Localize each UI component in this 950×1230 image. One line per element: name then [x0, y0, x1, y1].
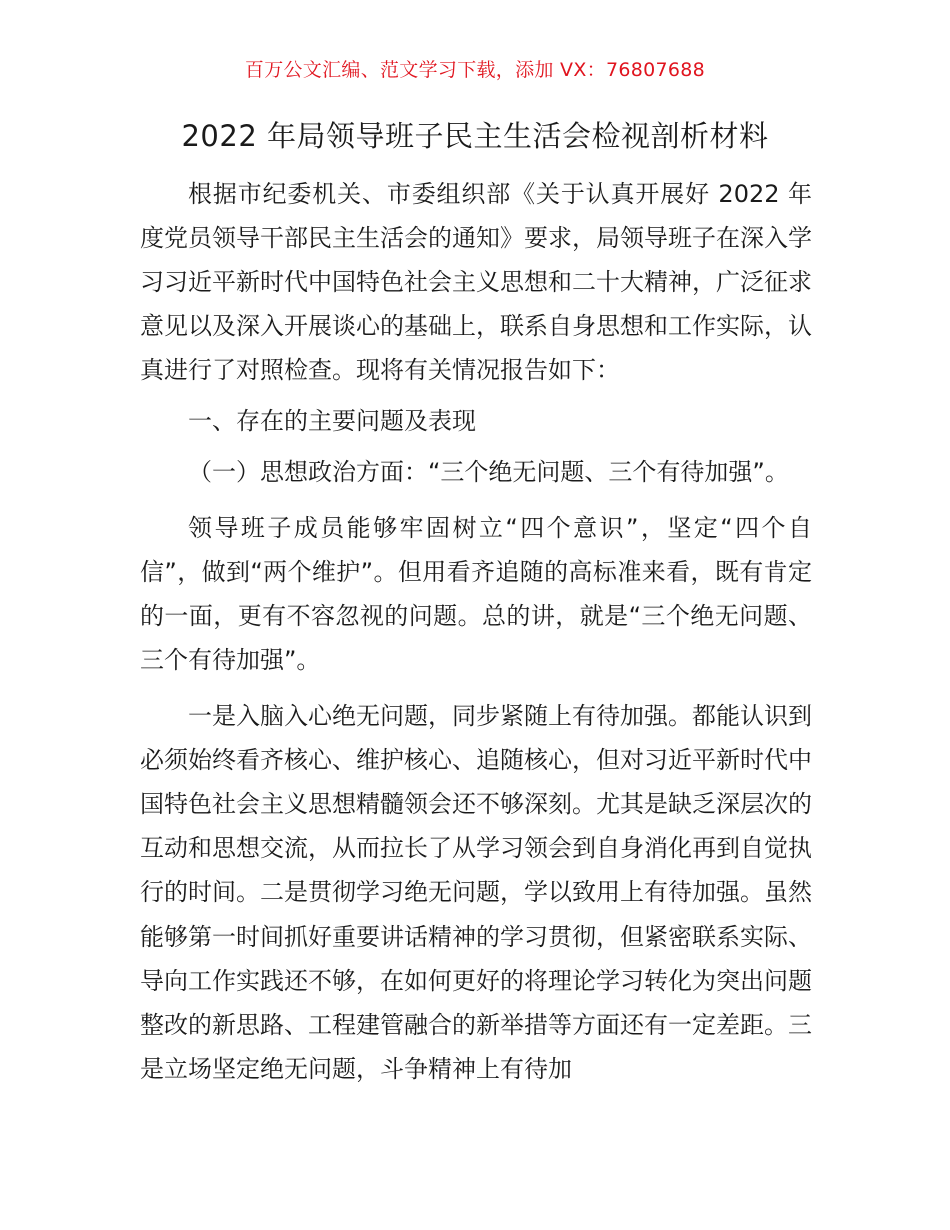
- section-heading-1: 一、存在的主要问题及表现: [188, 407, 476, 436]
- document-body: [140, 172, 812, 1091]
- body-paragraph-overview: 领导班子成员能够牢固树立“四个意识”，坚定“四个自信”，做到“两个维护”。但用看齐追随的高标准来看，既有肯定的一面，更有不容忽视的问题。总的讲，就是“三个绝无问题、三个有待加强”。: [140, 513, 812, 674]
- subsection-heading-1: （一）思想政治方面：“三个绝无问题、三个有待加强”。: [188, 457, 789, 486]
- document-title: 2022 年局领导班子民主生活会检视剖析材料: [181, 119, 769, 153]
- intro-paragraph: 根据市纪委机关、市委组织部《关于认真开展好 2022 年度党员领导干部民主生活会的通知》要求，局领导班子在深入学习习近平新时代中国特色社会主义思想和二十大精神，广泛征求意见以及深入开展谈心的基础上，联系自身思想和工作实际，认真进行了对照检查。现将有关情况报告如下：: [140, 180, 812, 385]
- body-paragraph-details: 一是入脑入心绝无问题，同步紧随上有待加强。都能认识到必须始终看齐核心、维护核心、追随核心，但对习近平新时代中国特色社会主义思想精髓领会还不够深刻。尤其是缺乏深层次的互动和思想交流，从而拉长了从学习领会到自身消化再到自觉执行的时间。二是贯彻学习绝无问题，学以致用上有待加强。虽然能够第一时间抓好重要讲话精神的学习贯彻，但紧密联系实际、导向工作实践还不够，在如何更好的将理论学习转化为突出问题整改的新思路、工程建管融合的新举措等方面还有一定差距。三是立场坚定绝无问题，斗争精神上有待加: [140, 702, 812, 1083]
- watermark-banner: 百万公文汇编、范文学习下载，添加 VX：76807688: [244, 59, 706, 81]
